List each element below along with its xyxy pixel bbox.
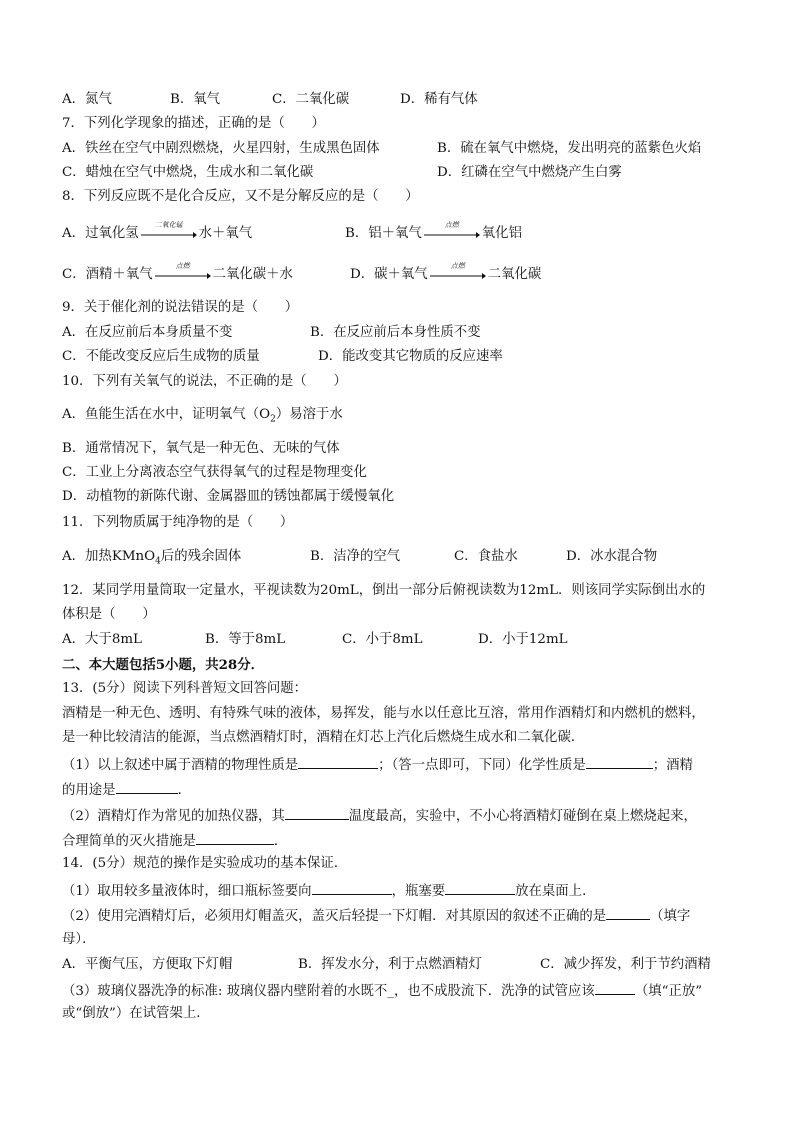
q10-option-a[interactable]: [62, 405, 343, 430]
q14-sub2-line1: [62, 905, 690, 927]
q8-c-label: C．: [62, 267, 86, 282]
q11-option-d[interactable]: D．冰水混合物: [566, 549, 658, 564]
arrow-icon: [155, 273, 211, 279]
q8-stem: 8．下列反应既不是化合反应，又不是分解反应的是（ ）: [62, 189, 419, 204]
q8-b-reactants: 铝＋氧气: [368, 226, 422, 241]
q13-sub1-line2: [62, 779, 191, 801]
q11-a-text: A．加热: [62, 549, 112, 564]
q13-passage-line1: 酒精是一种无色、透明、有特殊气味的液体，易挥发，能与水以任意比互溶，常用作酒精灯和内燃机的燃料，: [62, 706, 705, 721]
answer-blank[interactable]: [285, 805, 349, 820]
q6-option-a[interactable]: A．氮气: [62, 92, 112, 107]
q10-option-d[interactable]: D．动植物的新陈代谢、金属器皿的锈蚀都属于缓慢氧化: [62, 489, 395, 504]
q8-c-products: 二氧化碳＋水: [212, 267, 293, 282]
formula-subscript: 4: [155, 556, 161, 567]
arrow-icon: [141, 232, 197, 238]
q14-option-a[interactable]: A．平衡气压，方便取下灯帽: [62, 957, 233, 972]
section-2-heading: 二、本大题包括5小题，共28分．: [62, 657, 265, 673]
q11-option-a[interactable]: [62, 547, 241, 572]
q13-sub2-end: ．: [273, 834, 288, 849]
q14-sub3-text2: （填“正放”: [634, 984, 703, 999]
kmno4-formula: KMnO: [111, 549, 156, 564]
q7-option-c[interactable]: C．蜡烛在空气中燃烧，生成水和二氧化碳: [62, 165, 314, 180]
q12-stem-line2: 体积是（ ）: [62, 607, 156, 622]
q14-sub3-line2: 或“倒放”）在试管架上．: [62, 1006, 210, 1021]
q11-stem: 11．下列物质属于纯净物的是（ ）: [62, 515, 294, 530]
q14-sub2-text2: （填字: [650, 909, 691, 924]
q12-option-d[interactable]: D．小于12mL: [478, 632, 568, 647]
q8-a-label: A．: [62, 226, 86, 241]
q13-sub1-text2: ；（答一点即可，下同）化学性质是: [378, 758, 586, 773]
q14-option-b[interactable]: B．挥发水分，利于点燃酒精灯: [298, 957, 482, 972]
q11-option-b[interactable]: B．洁净的空气: [310, 549, 401, 564]
q7-option-a[interactable]: A．铁丝在空气中剧烈燃烧，火星四射，生成黑色固体: [62, 141, 380, 156]
q10-stem: 10．下列有关氧气的说法，不正确的是（ ）: [62, 374, 347, 389]
q14-sub2-line2: 母）．: [62, 932, 96, 947]
q14-sub3-line1: [62, 980, 702, 1002]
q8-d-label: D．: [350, 267, 375, 282]
answer-blank[interactable]: [445, 880, 515, 895]
arrow-icon: [430, 273, 486, 279]
q8-option-b[interactable]: [345, 220, 522, 244]
q12-option-a[interactable]: A．大于8mL: [62, 632, 142, 647]
q12-stem-line1: 12．某同学用量筒取一定量水，平视读数为20mL，倒出一部分后俯视读数为12mL．则该同学实际倒出水的: [62, 583, 706, 598]
q13-sub2-line2: [62, 830, 287, 852]
q13-passage-line2: 是一种比较清洁的能源，当点燃酒精灯时，酒精在灯芯上汽化后燃烧生成水和二氧化碳．: [62, 730, 585, 745]
q10-a-text-end: ）易溶于水: [275, 407, 343, 422]
answer-blank[interactable]: [312, 880, 392, 895]
answer-blank[interactable]: [586, 754, 653, 769]
q11-option-c[interactable]: C．食盐水: [454, 549, 518, 564]
q8-option-c[interactable]: [62, 261, 293, 285]
q12-option-c[interactable]: C．小于8mL: [342, 632, 423, 647]
q14-sub1-text: （1）取用较多量液体时，细口瓶标签要向: [62, 884, 312, 899]
q13-sub2-text3: 合理简单的灭火措施是: [62, 834, 196, 849]
q14-sub1-text2: ，瓶塞要: [391, 884, 446, 899]
answer-blank[interactable]: [116, 779, 178, 794]
q9-option-d[interactable]: D．能改变其它物质的反应速率: [318, 349, 503, 364]
q8-option-d[interactable]: [350, 261, 542, 285]
answer-blank[interactable]: [196, 830, 274, 845]
q13-sub1-line1: [62, 754, 693, 776]
q14-sub2-text: （2）使用完酒精灯后，必须用灯帽盖灭，盖灭后轻提一下灯帽．对其原因的叙述不正确的是: [62, 909, 607, 924]
reaction-arrow: [141, 220, 197, 243]
q13-sub1-end: ．: [177, 783, 191, 798]
q10-a-text: A．鱼能生活在水中，证明氧气（: [62, 407, 260, 422]
q10-option-b[interactable]: B．通常情况下，氧气是一种无色、无味的气体: [62, 441, 340, 456]
arrow-icon: [424, 232, 480, 238]
q8-b-products: 氧化铝: [481, 226, 522, 241]
q14-option-c[interactable]: C．减少挥发，利于节约酒精: [540, 957, 711, 972]
q9-option-c[interactable]: C．不能改变反应后生成物的质量: [62, 349, 260, 364]
reaction-condition: 二氧化锰: [154, 220, 183, 229]
q8-a-products: 水＋氧气: [198, 226, 253, 241]
q13-sub2-text: （2）酒精灯作为常见的加热仪器，其: [62, 809, 285, 824]
q14-sub1-text3: 放在桌面上．: [515, 884, 596, 899]
q13-sub2-line1: [62, 805, 697, 827]
q9-option-a[interactable]: A．在反应前后本身质量不变: [62, 325, 233, 340]
reaction-condition: 点燃: [444, 220, 459, 229]
q8-d-products: 二氧化碳: [487, 267, 542, 282]
q14-sub3-text: （3）玻璃仪器洗净的标准: 玻璃仪器内壁附着的水既不_，也不成股流下．洗净的试管应该: [62, 984, 595, 999]
q7-option-d[interactable]: D．红磷在空气中燃烧产生白雾: [437, 165, 622, 180]
q9-stem: 9．关于催化剂的说法错误的是（ ）: [62, 300, 299, 315]
q7-option-b[interactable]: B．硫在氧气中燃烧，发出明亮的蓝紫色火焰: [437, 141, 702, 156]
reaction-arrow: [155, 261, 211, 284]
q14-sub1: [62, 880, 595, 902]
answer-blank[interactable]: [298, 754, 378, 769]
q13-stem: 13．(5分）阅读下列科普短文回答问题：: [62, 681, 308, 696]
reaction-condition: 点燃: [450, 261, 465, 270]
q12-option-b[interactable]: B．等于8mL: [205, 632, 286, 647]
q13-sub1-text3: ；酒精: [652, 758, 693, 773]
reaction-arrow: [430, 261, 486, 284]
q8-d-reactants: 碳＋氧气: [374, 267, 428, 282]
q8-c-reactants: 酒精＋氧气: [85, 267, 153, 282]
formula-subscript: 2: [270, 414, 276, 425]
answer-blank[interactable]: [595, 980, 635, 995]
q13-sub2-text2: 温度最高，实验中，不小心将酒精灯碰倒在桌上燃烧起来，: [348, 809, 697, 824]
q14-stem: 14．(5分）规范的操作是实验成功的基本保证．: [62, 856, 348, 871]
q9-option-b[interactable]: B．在反应前后本身性质不变: [310, 325, 481, 340]
answer-blank[interactable]: [606, 905, 650, 920]
q10-option-c[interactable]: C．工业上分离液态空气获得氧气的过程是物理变化: [62, 465, 367, 480]
q6-option-b[interactable]: B．氧气: [170, 92, 221, 107]
q13-sub1-text4: 的用途是: [62, 783, 116, 798]
q11-a-text-end: 后的残余固体: [160, 549, 242, 564]
q8-b-label: B．: [345, 226, 369, 241]
q8-a-reactants: 过氧化氢: [85, 226, 139, 241]
q7-stem: 7．下列化学现象的描述，正确的是（ ）: [62, 116, 325, 131]
q6-option-d[interactable]: D．稀有气体: [400, 92, 478, 107]
reaction-arrow: [424, 220, 480, 243]
q6-option-c[interactable]: C．二氧化碳: [272, 92, 350, 107]
q8-option-a[interactable]: [62, 220, 253, 244]
reaction-condition: 点燃: [175, 261, 190, 270]
oxygen-formula: O: [259, 407, 271, 422]
q13-sub1-text: （1）以上叙述中属于酒精的物理性质是: [62, 758, 299, 773]
